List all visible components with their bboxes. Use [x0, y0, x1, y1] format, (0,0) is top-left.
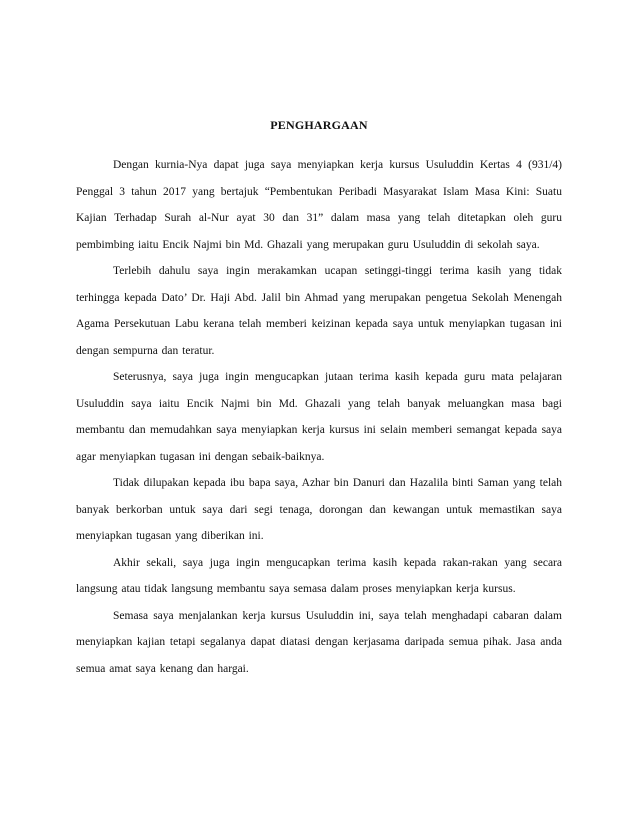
paragraph-5: Akhir sekali, saya juga ingin mengucapkan terima kasih kepada rakan-rakan yang secara langsung atau tidak langsung membantu saya semasa dalam proses menyiapkan kerja kursus. [76, 556, 562, 595]
paragraph-1: Dengan kurnia-Nya dapat juga saya menyiapkan kerja kursus Usuluddin Kertas 4 (931/4) Penggal 3 tahun 2017 yang bertajuk “Pembentukan Peribadi Masyarakat Islam Masa Kini: Suatu Kajian Terhadap Surah al-Nur ayat 30 dan 31” dalam masa yang telah ditetapkan oleh guru pembimbing iaitu Encik Najmi bin Md. Ghazali yang merupakan guru Usuluddin di sekolah saya. [76, 159, 562, 251]
document-body [76, 152, 562, 682]
paragraph-3: Seterusnya, saya juga ingin mengucapkan jutaan terima kasih kepada guru mata pelajaran Usuluddin saya iaitu Encik Najmi bin Md. Ghazali yang telah banyak meluangkan masa bagi membantu dan memudahkan saya menyiapkan kerja kursus ini selain memberi semangat kepada saya agar menyiapkan tugasan ini dengan sebaik-baiknya. [76, 371, 562, 463]
page-title: PENGHARGAAN [270, 118, 368, 132]
paragraph-6: Semasa saya menjalankan kerja kursus Usuluddin ini, saya telah menghadapi cabaran dalam menyiapkan kajian tetapi segalanya dapat diatasi dengan kerjasama daripada semua pihak. Jasa anda semua amat saya kenang dan hargai. [76, 609, 562, 675]
paragraph-2: Terlebih dahulu saya ingin merakamkan ucapan setinggi-tinggi terima kasih yang tidak terhingga kepada Dato’ Dr. Haji Abd. Jalil bin Ahmad yang merupakan pengetua Sekolah Menengah Agama Persekutuan Labu kerana telah memberi keizinan kepada saya untuk menyiapkan tugasan ini dengan sempurna dan teratur. [76, 265, 562, 357]
paragraph-4: Tidak dilupakan kepada ibu bapa saya, Azhar bin Danuri dan Hazalila binti Saman yang telah banyak berkorban untuk saya dari segi tenaga, dorongan dan kewangan untuk memastikan saya menyiapkan tugasan yang diberikan ini. [76, 477, 562, 542]
